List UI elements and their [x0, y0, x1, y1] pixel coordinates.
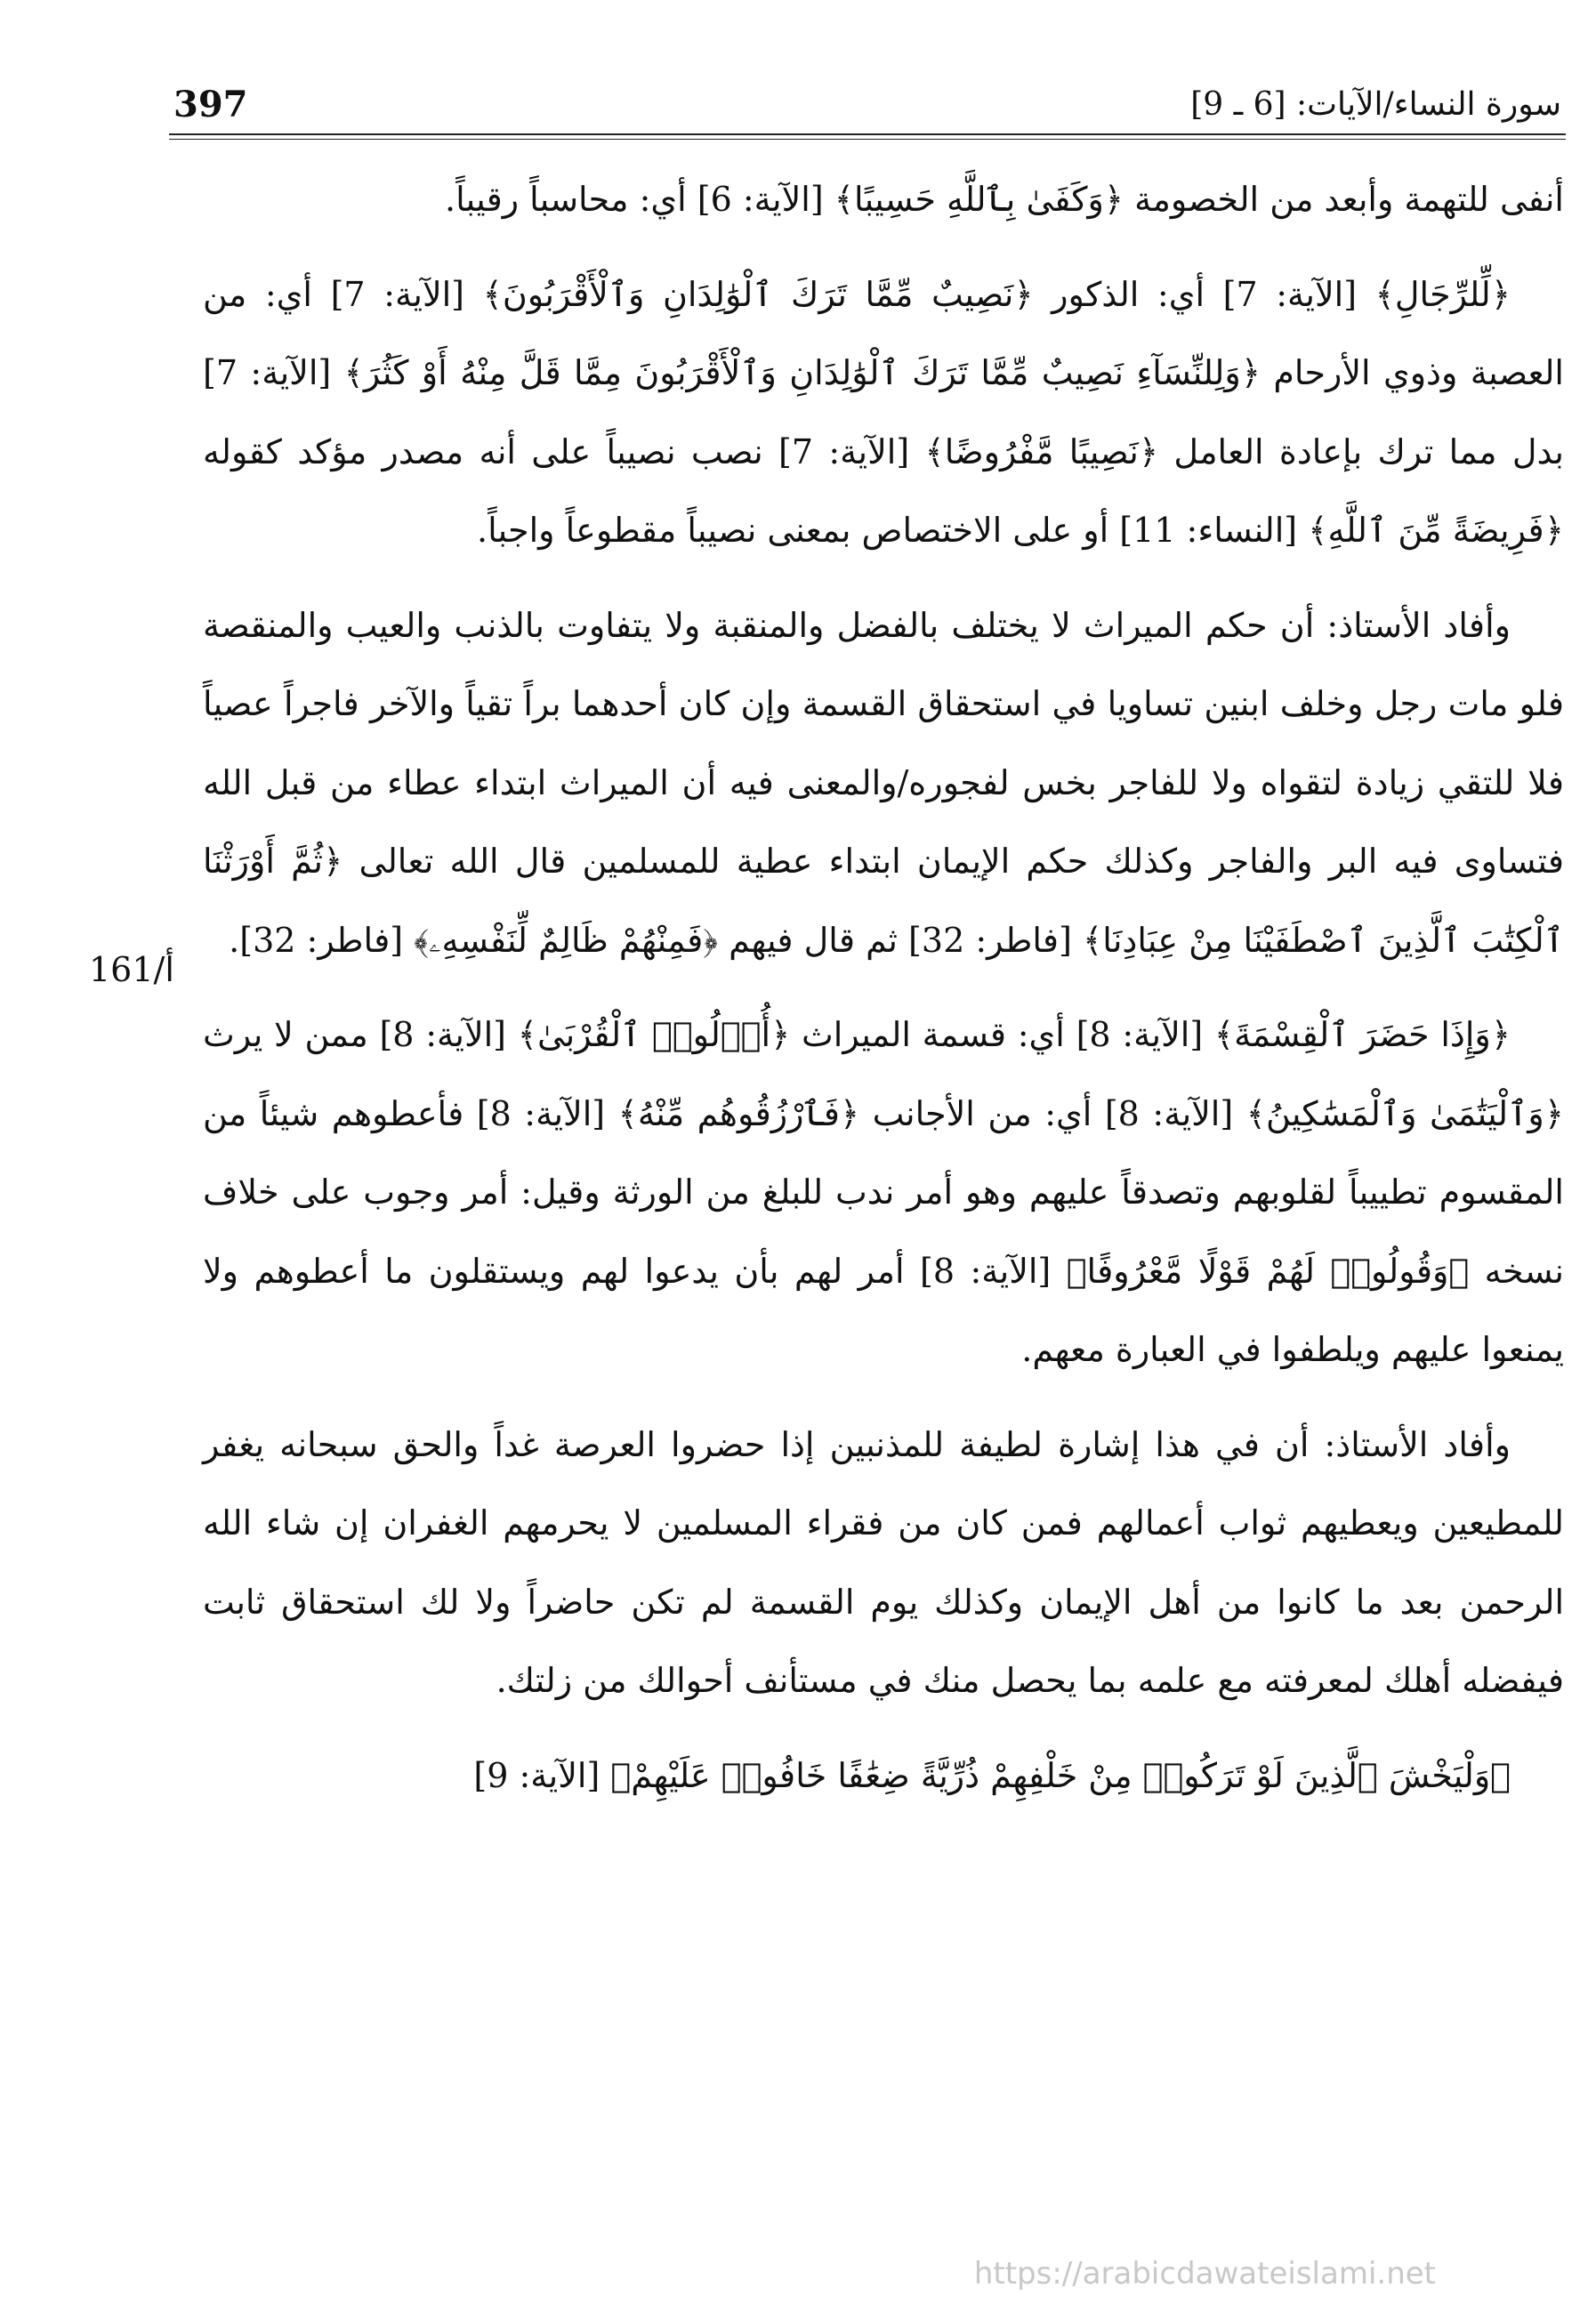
paragraph: ﴿وَلْيَخْشَ ٱلَّذِينَ لَوْ تَرَكُوا۟ مِنْ خَلْفِهِمْ ذُرِّيَّةً ضِعَٰفًا خَافُوا۟ عَلَيْهِمْ﴾ [الآية: 9] — [473, 1755, 1511, 1795]
paragraph: ﴿وَإِذَا حَضَرَ ٱلْقِسْمَةَ﴾ [الآية: 8] أي: قسمة الميراث ﴿أُو۟لُوا۟ ٱلْقُرْبَىٰ﴾ [الآية: 8] ممن لا يرث ﴿وَٱلْيَتَٰمَىٰ وَٱلْمَسَٰكِينُ﴾ [الآية: 8] أي: من الأجانب ﴿فَٱرْزُقُوهُم مِّنْهُ﴾ [الآية: 8] فأعطوهم شيئاً من المقسوم تطييباً لقلوبهم وتصدقاً عليهم وهو أمر ندب للبلغ من الورثة وقيل: أمر وجوب على خلاف نسخه ﴿وَقُولُوا۟ لَهُمْ قَوْلًا مَّعْرُوفًا﴾ [الآية: 8] أمر لهم بأن يدعوا لهم ويستقلون ما أعطوهم ولا يمنعوا عليهم ويلطفوا في العبارة معهم. — [203, 1015, 1564, 1369]
paragraph: ﴿لِّلرِّجَالِ﴾ [الآية: 7] أي: الذكور ﴿نَصِيبٌ مِّمَّا تَرَكَ ٱلْوَٰلِدَانِ وَٱلْأَقْرَبُونَ﴾ [الآية: 7] أي: من العصبة وذوي الأرحام ﴿وَلِلنِّسَآءِ نَصِيبٌ مِّمَّا تَرَكَ ٱلْوَٰلِدَانِ وَٱلْأَقْرَبُونَ مِمَّا قَلَّ مِنْهُ أَوْ كَثُرَ﴾ [الآية: 7] بدل مما ترك بإعادة العامل ﴿نَصِيبًا مَّفْرُوضًا﴾ [الآية: 7] نصب نصيباً على أنه مصدر مؤكد كقوله ﴿فَرِيضَةً مِّنَ ٱللَّهِ﴾ [النساء: 11] أو على الاختصاص بمعنى نصيباً مقطوعاً واجباً. — [203, 274, 1564, 550]
paragraph: وأفاد الأستاذ: أن في هذا إشارة لطيفة للمذنبين إذا حضروا العرصة غداً والحق سبحانه يغفر للمطيعين ويعطيهم ثواب أعمالهم فمن كان من فقراء المسلمين لا يحرمهم الغفران إن شاء الله الرحمن بعد ما كانوا من أهل الإيمان وكذلك يوم القسمة لم تكن حاضراً ولا لك استحقاق ثابت فيفضله أهلك لمعرفته مع علمه بما يحصل منك في مستأنف أحوالك من زلتك. — [203, 1424, 1564, 1700]
page-number: 397 — [173, 83, 248, 125]
running-head: سورة النساء/الآيات: [6 ـ 9] — [1190, 85, 1561, 123]
margin-note: 161/أ — [89, 950, 174, 989]
page-body — [203, 160, 1564, 1831]
paragraph: أنفى للتهمة وأبعد من الخصومة ﴿وَكَفَىٰ بِٱللَّهِ حَسِيبًا﴾ [الآية: 6] أي: محاسباً رقيباً. — [444, 180, 1564, 219]
header-rule — [169, 133, 1566, 135]
header-rule-thin — [169, 139, 1566, 140]
watermark-url: https://arabicdawateislami.net — [973, 2256, 1436, 2292]
page-header — [173, 73, 1561, 135]
paragraph: وأفاد الأستاذ: أن حكم الميراث لا يختلف بالفضل والمنقبة ولا يتفاوت بالذنب والعيب والمنقصة فلو مات رجل وخلف ابنين تساويا في استحقاق القسمة وإن كان أحدهما براً تقياً والآخر فاجراً عصياً فلا للتقي زيادة لتقواه ولا للفاجر بخس لفجوره/والمعنى فيه أن الميراث ابتداء عطاء من قبل الله فتساوى فيه البر والفاجر وكذلك حكم الإيمان ابتداء عطية للمسلمين قال الله تعالى ﴿ثُمَّ أَوْرَثْنَا ٱلْكِتَٰبَ ٱلَّذِينَ ٱصْطَفَيْنَا مِنْ عِبَادِنَا﴾ [فاطر: 32] ثم قال فيهم ﴿فَمِنْهُمْ ظَالِمٌ لِّنَفْسِهِۦ﴾ [فاطر: 32]. — [203, 605, 1564, 960]
